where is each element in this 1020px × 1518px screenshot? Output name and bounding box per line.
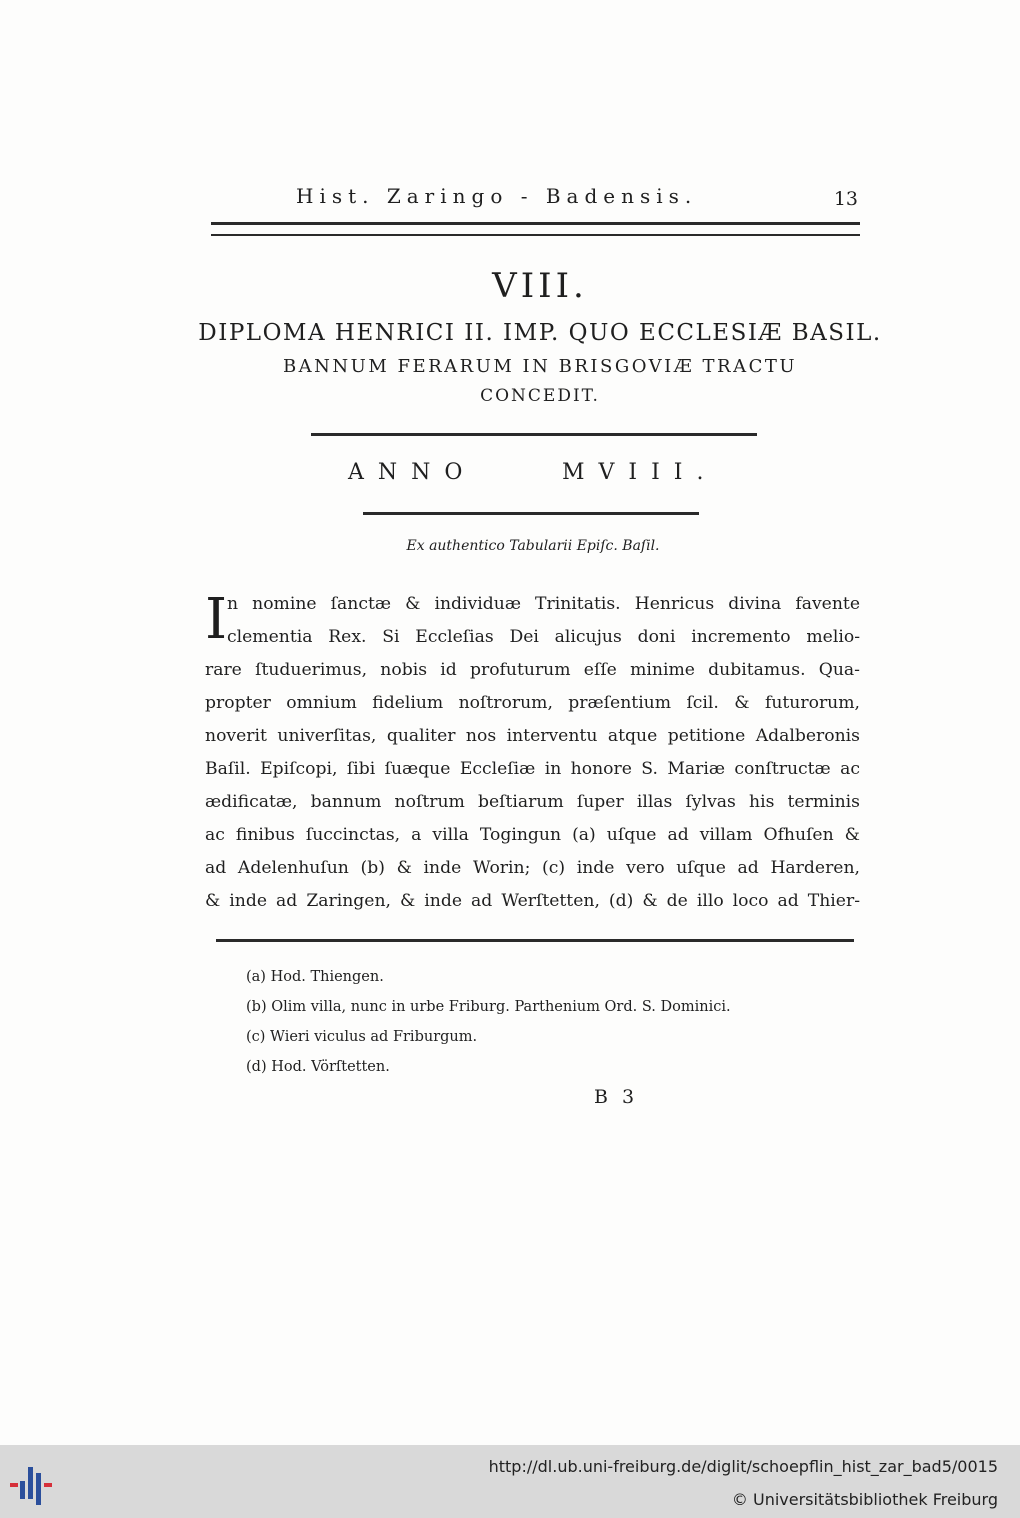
anno-label: ANNO	[348, 460, 477, 485]
signature-mark: B 3	[594, 1086, 639, 1108]
footnote: (d) Hod. Vörſtetten.	[246, 1059, 390, 1075]
footer-bar	[0, 1445, 1020, 1518]
body-line: clementia Rex. Si Eccleſias Dei alicujus doni incremento melio-	[227, 627, 860, 647]
anno-year: MVIII.	[562, 460, 718, 485]
header-rule-top	[211, 222, 860, 225]
body-line: ædificatæ, bannum noſtrum beſtiarum ſuper illas ſylvas his terminis	[205, 792, 860, 812]
body-line: ad Adelenhuſun (b) & inde Worin; (c) inde vero uſque ad Harderen,	[205, 858, 860, 878]
chapter-title-line-3: CONCEDIT.	[480, 386, 600, 406]
chapter-title-line-1: DIPLOMA HENRICI II. IMP. QUO ECCLESIÆ BASIL.	[198, 320, 882, 346]
library-logo-icon	[10, 1459, 70, 1507]
copyright-text: © Universitätsbibliothek Freiburg	[731, 1490, 998, 1509]
running-head	[210, 184, 860, 214]
title-rule	[311, 433, 757, 436]
footnotes	[246, 962, 846, 1082]
header-rule-bottom	[211, 234, 860, 236]
chapter-number: VIII.	[492, 266, 588, 306]
footnote-rule	[216, 939, 854, 942]
body-line: n nomine ſanctæ & individuæ Trinitatis. Henricus divina favente	[227, 594, 860, 614]
source-url-link[interactable]: http://dl.ub.uni-freiburg.de/diglit/schoepflin_hist_zar_bad5/0015	[488, 1457, 998, 1476]
body-line: noverit univerſitas, qualiter nos interventu atque petitione Adalberonis	[205, 726, 860, 746]
running-title: Hist. Zaringo - Badensis.	[296, 184, 698, 208]
footnote: (b) Olim villa, nunc in urbe Friburg. Parthenium Ord. S. Dominici.	[246, 999, 731, 1015]
footnote: (c) Wieri viculus ad Friburgum.	[246, 1029, 478, 1045]
body-line: rare ſtuduerimus, nobis id profuturum eſſe minime dubitamus. Qua-	[205, 660, 860, 680]
body-line: Baſil. Epiſcopi, ſibi ſuæque Eccleſiæ in honore S. Mariæ conſtructæ ac	[205, 759, 860, 779]
body-line: & inde ad Zaringen, & inde ad Werſtetten, (d) & de illo loco ad Thier-	[205, 891, 860, 911]
anno-rule	[363, 512, 699, 515]
drop-cap: I	[205, 587, 228, 652]
footnote: (a) Hod. Thiengen.	[246, 969, 384, 985]
body-line: ac finibus ſuccinctas, a villa Togingun (a) uſque ad villam Ofhuſen &	[205, 825, 860, 845]
chapter-title-line-2: BANNUM FERARUM IN BRISGOVIÆ TRACTU	[282, 356, 798, 377]
body-text	[205, 588, 860, 918]
body-line: propter omnium fidelium noſtrorum, præſentium ſcil. & futurorum,	[205, 693, 860, 713]
page-number: 13	[833, 188, 858, 210]
source-note: Ex authentico Tabularii Epiſc. Baſil.	[406, 538, 660, 554]
